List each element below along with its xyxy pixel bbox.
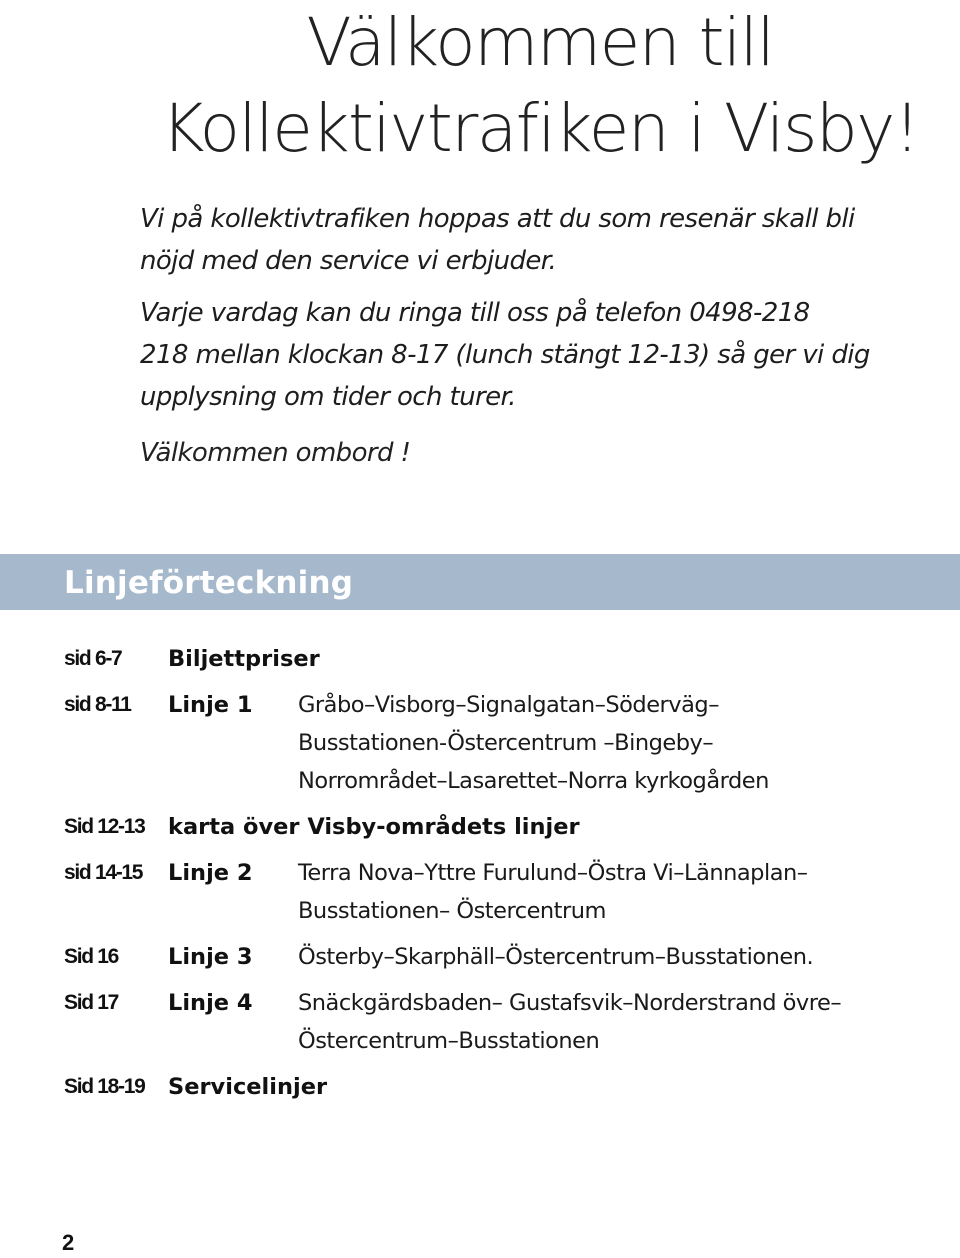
toc-entry-name: Linje 1 — [168, 692, 253, 718]
section-title: Linjeförteckning — [64, 565, 354, 601]
route-line: Norrområdet–Lasarettet–Norra kyrkogården — [298, 768, 769, 794]
toc-entry-name: Linje 4 — [168, 990, 253, 1016]
toc-page-ref: sid 14-15 — [64, 861, 143, 884]
toc-page-ref: Sid 12-13 — [64, 815, 145, 838]
toc-page-ref: sid 6-7 — [64, 647, 122, 670]
page-title-line-2: Kollektivtrafiken i Visby! — [161, 90, 919, 167]
toc-row-line-2 — [64, 854, 944, 930]
toc-entry-name: Servicelinjer — [168, 1074, 328, 1100]
intro-p1-line-1: Vi på kollektivtrafiken hoppas att du som resenär skall bli — [140, 204, 855, 234]
intro-p1-line-2: nöjd med den service vi erbjuder. — [140, 246, 557, 276]
toc-route — [298, 984, 944, 1060]
toc-row-line-3 — [64, 938, 944, 976]
route-line: Österby–Skarphäll–Östercentrum–Busstationen. — [298, 944, 814, 970]
welcome-aboard-text: Välkommen ombord ! — [140, 438, 411, 468]
toc-route — [298, 854, 944, 930]
toc-row-line-1 — [64, 686, 944, 800]
route-line: Gråbo–Visborg–Signalgatan–Söderväg– — [298, 692, 719, 718]
line-index-list — [64, 636, 944, 1106]
toc-route — [298, 686, 944, 800]
toc-row-map — [64, 808, 944, 846]
route-line: Busstationen-Östercentrum –Bingeby– — [298, 730, 714, 756]
page-title — [140, 0, 940, 172]
toc-row-line-4 — [64, 984, 944, 1060]
route-line: Terra Nova–Yttre Furulund–Östra Vi–Lännaplan– — [298, 860, 808, 886]
page-title-line-1: Välkommen till — [306, 4, 774, 81]
toc-entry-name: Linje 3 — [168, 944, 253, 970]
route-line: Östercentrum–Busstationen — [298, 1028, 600, 1054]
route-line: Busstationen– Östercentrum — [298, 898, 606, 924]
page-number: 2 — [62, 1230, 75, 1255]
intro-p2-line-1: Varje vardag kan du ringa till oss på telefon 0498-218 — [140, 298, 810, 328]
toc-entry-name: Linje 2 — [168, 860, 253, 886]
toc-route — [298, 938, 944, 976]
toc-entry-name: karta över Visby-områdets linjer — [168, 814, 580, 840]
intro-paragraph-1 — [140, 198, 930, 282]
section-header-band — [0, 554, 960, 610]
toc-row-service-lines — [64, 1068, 944, 1106]
intro-p2-line-3: upplysning om tider och turer. — [140, 382, 516, 412]
route-line: Snäckgärdsbaden– Gustafsvik–Norderstrand övre– — [298, 990, 842, 1016]
toc-page-ref: Sid 18-19 — [64, 1075, 145, 1098]
toc-page-ref: sid 8-11 — [64, 693, 131, 716]
intro-p2-line-2: 218 mellan klockan 8-17 (lunch stängt 12-13) så ger vi dig — [140, 340, 870, 370]
intro-paragraph-2 — [140, 292, 930, 418]
toc-page-ref: Sid 16 — [64, 945, 119, 968]
toc-row-ticket-prices — [64, 640, 944, 678]
toc-entry-name: Biljettpriser — [168, 646, 320, 672]
toc-page-ref: Sid 17 — [64, 991, 119, 1014]
